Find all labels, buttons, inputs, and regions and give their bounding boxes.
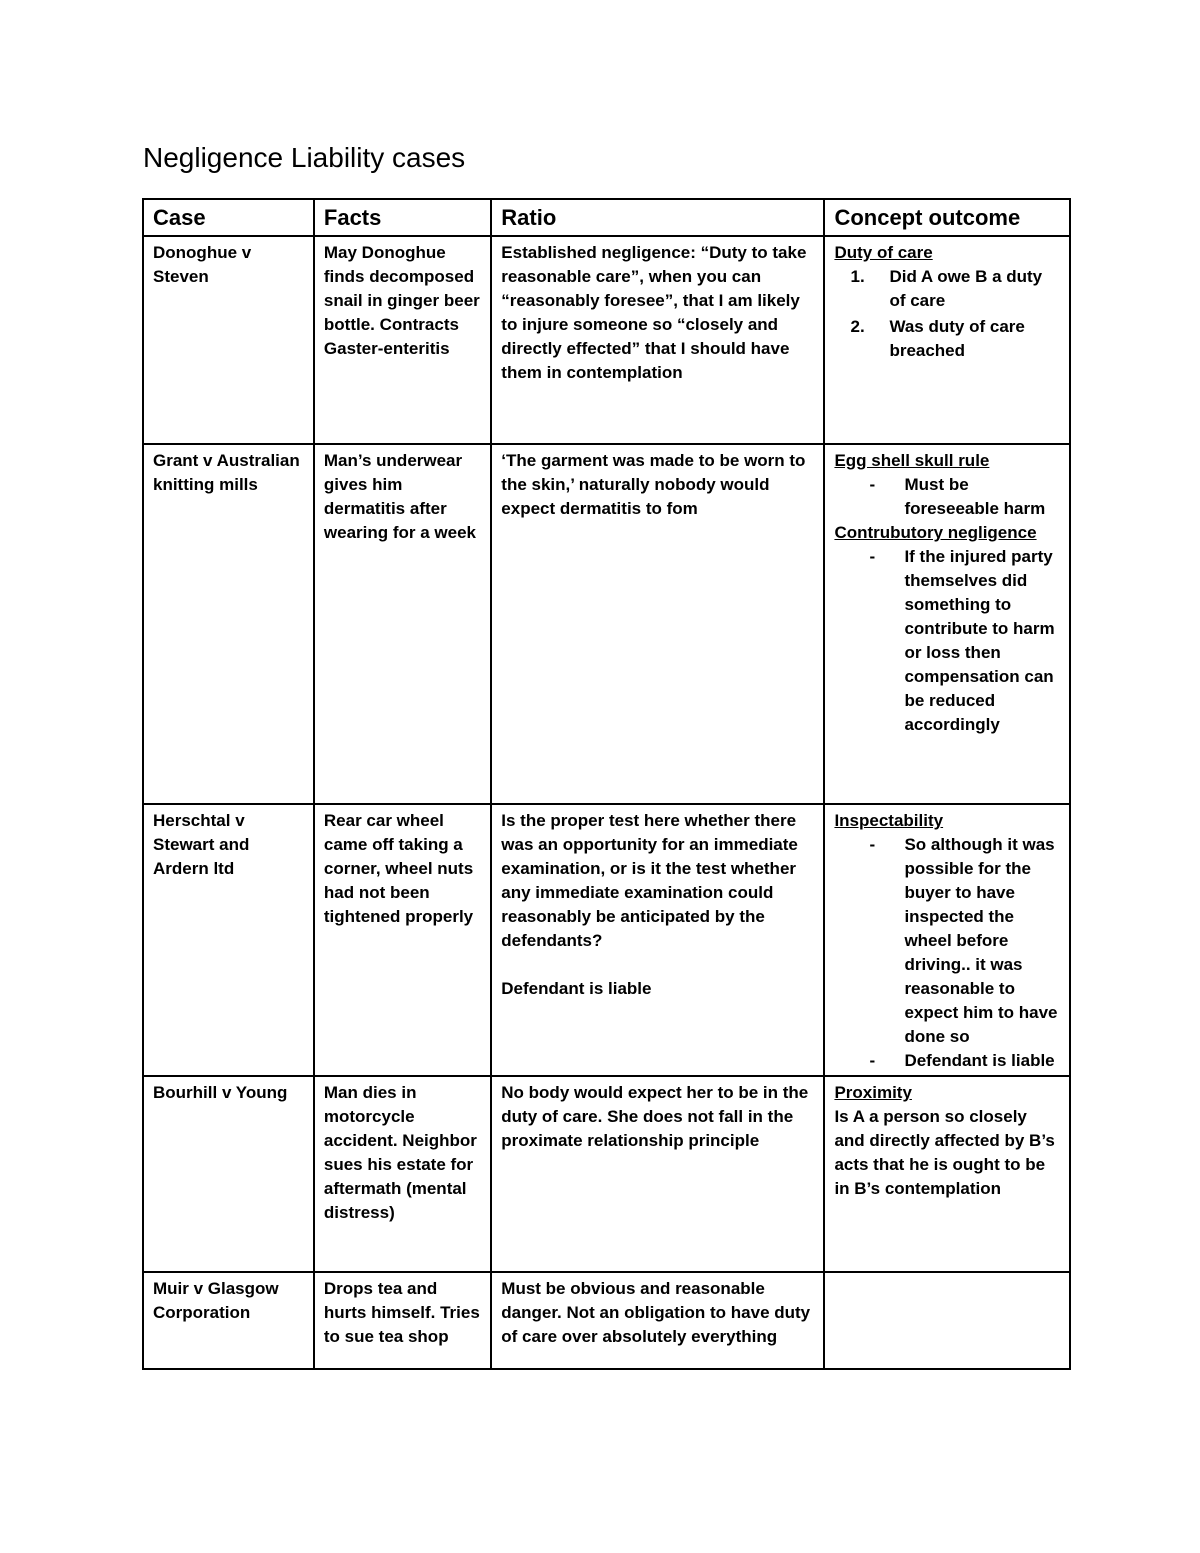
concept-item: - Defendant is liable — [869, 1049, 1060, 1073]
facts-cell: Drops tea and hurts himself. Tries to sue tea shop — [314, 1272, 491, 1369]
concept-item: 2. Was duty of care breached — [869, 315, 1060, 363]
table-row — [143, 1076, 1070, 1272]
facts-cell: May Donoghue finds decomposed snail in ginger beer bottle. Contracts Gaster-enteritis — [314, 236, 491, 444]
case-cell: Herschtal v Stewart and Ardern ltd — [143, 804, 314, 1076]
concept-heading: Proximity — [834, 1083, 912, 1102]
concept-item: - If the injured party themselves did something to contribute to harm or loss then compensation can be reduced accordingly — [869, 545, 1060, 737]
ratio-text: Is the proper test here whether there was an opportunity for an immediate examination, or is it the test whether any immediate examination could reasonably be anticipated by the defendants? — [501, 811, 798, 950]
cases-table — [142, 198, 1071, 1370]
concept-item: 1. Did A owe B a duty of care — [869, 265, 1060, 313]
concept-cell — [824, 1272, 1070, 1369]
concept-cell — [824, 804, 1070, 1076]
concept-heading: Egg shell skull rule — [834, 451, 990, 470]
concept-item: - Must be foreseeable harm — [869, 473, 1060, 521]
case-cell: Grant v Australian knitting mills — [143, 444, 314, 804]
concept-item: - So although it was possible for the buyer to have inspected the wheel before driving.. it was reasonable to expect him to have done so — [869, 833, 1060, 1049]
concept-heading: Inspectability — [834, 811, 944, 830]
concept-cell — [824, 236, 1070, 444]
ratio-cell — [491, 804, 824, 1076]
concept-cell — [824, 1076, 1070, 1272]
header-ratio: Ratio — [491, 199, 824, 236]
ratio-text: Defendant is liable — [501, 979, 652, 998]
concept-list — [834, 833, 1060, 1073]
header-facts: Facts — [314, 199, 491, 236]
concept-list — [834, 473, 1060, 521]
paragraph-gap — [501, 953, 814, 977]
concept-list — [834, 545, 1060, 737]
facts-cell: Man’s underwear gives him dermatitis after wearing for a week — [314, 444, 491, 804]
concept-cell — [824, 444, 1070, 804]
table-row — [143, 1272, 1070, 1369]
table-row — [143, 804, 1070, 1076]
page-title: Negligence Liability cases — [143, 142, 466, 173]
concept-list — [834, 265, 1060, 363]
table-header-row — [143, 199, 1070, 236]
case-cell: Muir v Glasgow Corporation — [143, 1272, 314, 1369]
table-row — [143, 444, 1070, 804]
concept-heading: Contrubutory negligence — [834, 523, 1037, 542]
ratio-cell: ‘The garment was made to be worn to the skin,’ naturally nobody would expect dermatitis to fom — [491, 444, 824, 804]
facts-cell: Man dies in motorcycle accident. Neighbor sues his estate for aftermath (mental distress) — [314, 1076, 491, 1272]
ratio-cell: Established negligence: “Duty to take reasonable care”, when you can “reasonably foresee”, that I am likely to injure someone so “closely and directly effected” that I should have them in contemplation — [491, 236, 824, 444]
facts-cell: Rear car wheel came off taking a corner, wheel nuts had not been tightened properly — [314, 804, 491, 1076]
ratio-cell: No body would expect her to be in the duty of care. She does not fall in the proximate relationship principle — [491, 1076, 824, 1272]
case-cell: Bourhill v Young — [143, 1076, 314, 1272]
table-row — [143, 236, 1070, 444]
concept-heading: Duty of care — [834, 243, 933, 262]
header-concept: Concept outcome — [824, 199, 1070, 236]
header-case: Case — [143, 199, 314, 236]
ratio-cell: Must be obvious and reasonable danger. Not an obligation to have duty of care over absolutely everything — [491, 1272, 824, 1369]
case-cell: Donoghue v Steven — [143, 236, 314, 444]
concept-text: Is A a person so closely and directly affected by B’s acts that he is ought to be in B’s contemplation — [834, 1107, 1055, 1198]
